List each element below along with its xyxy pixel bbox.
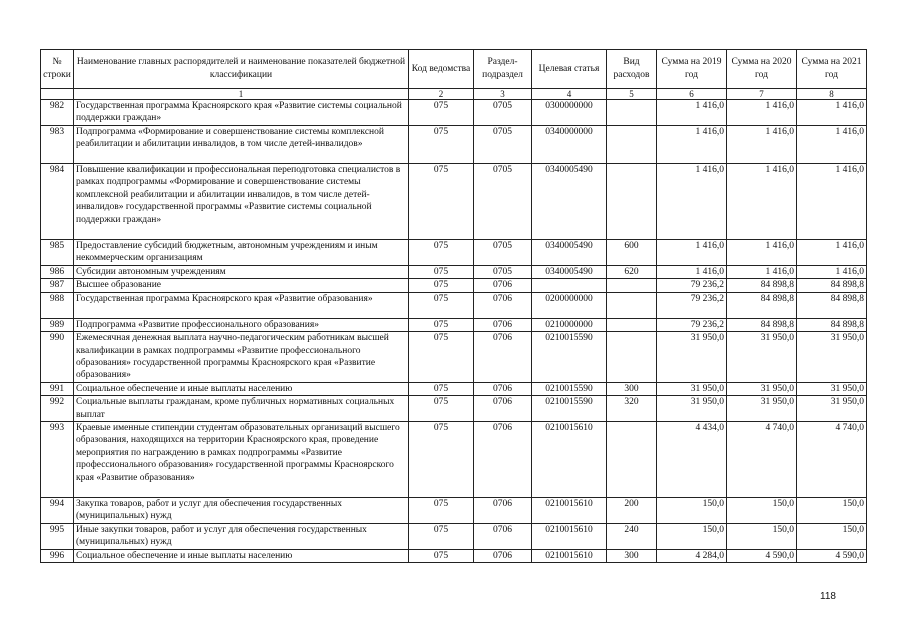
sum-2020: 1 416,0 (727, 164, 797, 240)
sum-2019: 150,0 (657, 523, 727, 549)
row-number: 995 (41, 523, 74, 549)
sum-2021: 4 590,0 (797, 549, 867, 562)
sum-2019: 4 284,0 (657, 549, 727, 562)
table-row (41, 549, 867, 562)
row-name: Ежемесячная денежная выплата научно-педагогическим работникам высшей квалификации в рамках подпрограммы «Развитие профессионального образования» государственной программы Красноярского края «Развитие образования» (74, 332, 409, 383)
section-code: 0706 (474, 422, 532, 498)
section-code: 0705 (474, 126, 532, 164)
target-item: 0210015610 (532, 498, 607, 524)
sum-2021: 1 416,0 (797, 266, 867, 279)
row-name: Подпрограмма «Развитие профессионального образования» (74, 318, 409, 331)
department-code: 075 (409, 100, 474, 126)
section-code: 0706 (474, 523, 532, 549)
expense-type (607, 126, 657, 164)
target-item (532, 279, 607, 292)
department-code: 075 (409, 292, 474, 318)
expense-type: 620 (607, 266, 657, 279)
row-name: Подпрограмма «Формирование и совершенствование системы комплексной реабилитации и абилитации инвалидов, в том числе детей-инвалидов» (74, 126, 409, 164)
section-code: 0706 (474, 396, 532, 422)
row-number: 990 (41, 332, 74, 383)
column-number: 5 (607, 89, 657, 100)
sum-2021: 1 416,0 (797, 240, 867, 266)
row-number: 983 (41, 126, 74, 164)
expense-type: 320 (607, 396, 657, 422)
target-item: 0210000000 (532, 318, 607, 331)
department-code: 075 (409, 396, 474, 422)
sum-2019: 150,0 (657, 498, 727, 524)
sum-2021: 84 898,8 (797, 318, 867, 331)
section-code: 0705 (474, 240, 532, 266)
row-name: Субсидии автономным учреждениям (74, 266, 409, 279)
department-code: 075 (409, 126, 474, 164)
header-expense-type: Вид расходов (607, 50, 657, 89)
department-code: 075 (409, 240, 474, 266)
sum-2021: 31 950,0 (797, 382, 867, 395)
section-code: 0705 (474, 100, 532, 126)
row-name: Высшее образование (74, 279, 409, 292)
row-number: 984 (41, 164, 74, 240)
department-code: 075 (409, 332, 474, 383)
expense-type: 600 (607, 240, 657, 266)
department-code: 075 (409, 382, 474, 395)
department-code: 075 (409, 549, 474, 562)
section-code: 0705 (474, 266, 532, 279)
header-row-number: № строки (41, 50, 74, 89)
sum-2019: 1 416,0 (657, 164, 727, 240)
sum-2020: 1 416,0 (727, 126, 797, 164)
row-number: 993 (41, 422, 74, 498)
department-code: 075 (409, 318, 474, 331)
page-number: 118 (820, 591, 836, 602)
sum-2021: 150,0 (797, 523, 867, 549)
sum-2020: 1 416,0 (727, 240, 797, 266)
sum-2019: 79 236,2 (657, 279, 727, 292)
sum-2019: 79 236,2 (657, 292, 727, 318)
sum-2019: 31 950,0 (657, 332, 727, 383)
sum-2020: 150,0 (727, 523, 797, 549)
row-name: Социальное обеспечение и иные выплаты населению (74, 382, 409, 395)
table-body (41, 100, 867, 563)
expense-type (607, 292, 657, 318)
target-item: 0340000000 (532, 126, 607, 164)
row-name: Предоставление субсидий бюджетным, автономным учреждениям и иным некоммерческим организациям (74, 240, 409, 266)
sum-2020: 1 416,0 (727, 266, 797, 279)
department-code: 075 (409, 498, 474, 524)
sum-2020: 4 740,0 (727, 422, 797, 498)
header-section: Раздел-подраздел (474, 50, 532, 89)
column-number: 4 (532, 89, 607, 100)
expense-type (607, 422, 657, 498)
target-item: 0210015610 (532, 523, 607, 549)
column-number (41, 89, 74, 100)
table-row (41, 164, 867, 240)
section-code: 0706 (474, 318, 532, 331)
table-row (41, 292, 867, 318)
column-number: 3 (474, 89, 532, 100)
sum-2020: 150,0 (727, 498, 797, 524)
expense-type (607, 279, 657, 292)
row-name: Государственная программа Красноярского края «Развитие образования» (74, 292, 409, 318)
expense-type: 300 (607, 382, 657, 395)
department-code: 075 (409, 279, 474, 292)
table-row (41, 266, 867, 279)
department-code: 075 (409, 422, 474, 498)
sum-2020: 4 590,0 (727, 549, 797, 562)
header-name: Наименование главных распорядителей и наименование показателей бюджетной классификации (74, 50, 409, 89)
target-item: 0210015590 (532, 332, 607, 383)
expense-type (607, 332, 657, 383)
department-code: 075 (409, 164, 474, 240)
row-name: Повышение квалификации и профессиональная переподготовка специалистов в рамках подпрограммы «Формирование и совершенствование системы комплексной реабилитации и абилитации инвалидов, в том числе детей-инвалидов» государственной программы «Развитие системы социальной поддержки граждан» (74, 164, 409, 240)
row-name: Краевые именные стипендии студентам образовательных организаций высшего образования, находящихся на территории Красноярского края, проведение мероприятия по награждению в рамках подпрограммы «Развитие профессионального образования» государственной программы Красноярского края «Развитие образования» (74, 422, 409, 498)
header-sum-2021: Сумма на 2021 год (797, 50, 867, 89)
sum-2019: 4 434,0 (657, 422, 727, 498)
row-number: 982 (41, 100, 74, 126)
table-row (41, 332, 867, 383)
column-number: 2 (409, 89, 474, 100)
row-name: Закупка товаров, работ и услуг для обеспечения государственных (муниципальных) нужд (74, 498, 409, 524)
sum-2019: 79 236,2 (657, 318, 727, 331)
table-row (41, 279, 867, 292)
sum-2020: 84 898,8 (727, 318, 797, 331)
sum-2020: 31 950,0 (727, 396, 797, 422)
row-name: Социальные выплаты гражданам, кроме публичных нормативных социальных выплат (74, 396, 409, 422)
table-row (41, 422, 867, 498)
target-item: 0300000000 (532, 100, 607, 126)
sum-2021: 31 950,0 (797, 332, 867, 383)
sum-2021: 150,0 (797, 498, 867, 524)
column-number-row (41, 89, 867, 100)
expense-type: 240 (607, 523, 657, 549)
target-item: 0340005490 (532, 266, 607, 279)
sum-2019: 31 950,0 (657, 382, 727, 395)
sum-2020: 84 898,8 (727, 292, 797, 318)
section-code: 0706 (474, 279, 532, 292)
target-item: 0210015590 (532, 396, 607, 422)
sum-2019: 1 416,0 (657, 126, 727, 164)
header-sum-2020: Сумма на 2020 год (727, 50, 797, 89)
department-code: 075 (409, 266, 474, 279)
table-row (41, 498, 867, 524)
header-row (41, 50, 867, 89)
row-number: 985 (41, 240, 74, 266)
row-name: Социальное обеспечение и иные выплаты населению (74, 549, 409, 562)
column-number: 6 (657, 89, 727, 100)
sum-2021: 84 898,8 (797, 292, 867, 318)
column-number: 7 (727, 89, 797, 100)
sum-2021: 84 898,8 (797, 279, 867, 292)
expense-type: 300 (607, 549, 657, 562)
table-row (41, 318, 867, 331)
target-item: 0340005490 (532, 240, 607, 266)
expense-type: 200 (607, 498, 657, 524)
row-number: 994 (41, 498, 74, 524)
sum-2019: 31 950,0 (657, 396, 727, 422)
target-item: 0210015610 (532, 422, 607, 498)
sum-2019: 1 416,0 (657, 240, 727, 266)
expense-type (607, 164, 657, 240)
section-code: 0706 (474, 498, 532, 524)
department-code: 075 (409, 523, 474, 549)
section-code: 0706 (474, 549, 532, 562)
sum-2021: 31 950,0 (797, 396, 867, 422)
row-name: Иные закупки товаров, работ и услуг для обеспечения государственных (муниципальных) нужд (74, 523, 409, 549)
sum-2020: 31 950,0 (727, 382, 797, 395)
row-number: 989 (41, 318, 74, 331)
sum-2021: 4 740,0 (797, 422, 867, 498)
expense-type (607, 100, 657, 126)
row-name: Государственная программа Красноярского края «Развитие системы социальной поддержки граждан» (74, 100, 409, 126)
column-number: 8 (797, 89, 867, 100)
row-number: 992 (41, 396, 74, 422)
sum-2020: 1 416,0 (727, 100, 797, 126)
target-item: 0210015590 (532, 382, 607, 395)
budget-table (40, 49, 867, 563)
column-number: 1 (74, 89, 409, 100)
target-item: 0210015610 (532, 549, 607, 562)
table-row (41, 100, 867, 126)
section-code: 0705 (474, 164, 532, 240)
sum-2019: 1 416,0 (657, 100, 727, 126)
table-row (41, 396, 867, 422)
header-department-code: Код ведомства (409, 50, 474, 89)
section-code: 0706 (474, 382, 532, 395)
table-row (41, 240, 867, 266)
row-number: 988 (41, 292, 74, 318)
row-number: 986 (41, 266, 74, 279)
target-item: 0200000000 (532, 292, 607, 318)
section-code: 0706 (474, 292, 532, 318)
table-row (41, 382, 867, 395)
sum-2021: 1 416,0 (797, 126, 867, 164)
row-number: 996 (41, 549, 74, 562)
header-sum-2019: Сумма на 2019 год (657, 50, 727, 89)
row-number: 987 (41, 279, 74, 292)
sum-2020: 31 950,0 (727, 332, 797, 383)
sum-2019: 1 416,0 (657, 266, 727, 279)
table-row (41, 523, 867, 549)
sum-2021: 1 416,0 (797, 100, 867, 126)
row-number: 991 (41, 382, 74, 395)
sum-2021: 1 416,0 (797, 164, 867, 240)
header-target-item: Целевая статья (532, 50, 607, 89)
target-item: 0340005490 (532, 164, 607, 240)
table-row (41, 126, 867, 164)
section-code: 0706 (474, 332, 532, 383)
expense-type (607, 318, 657, 331)
sum-2020: 84 898,8 (727, 279, 797, 292)
